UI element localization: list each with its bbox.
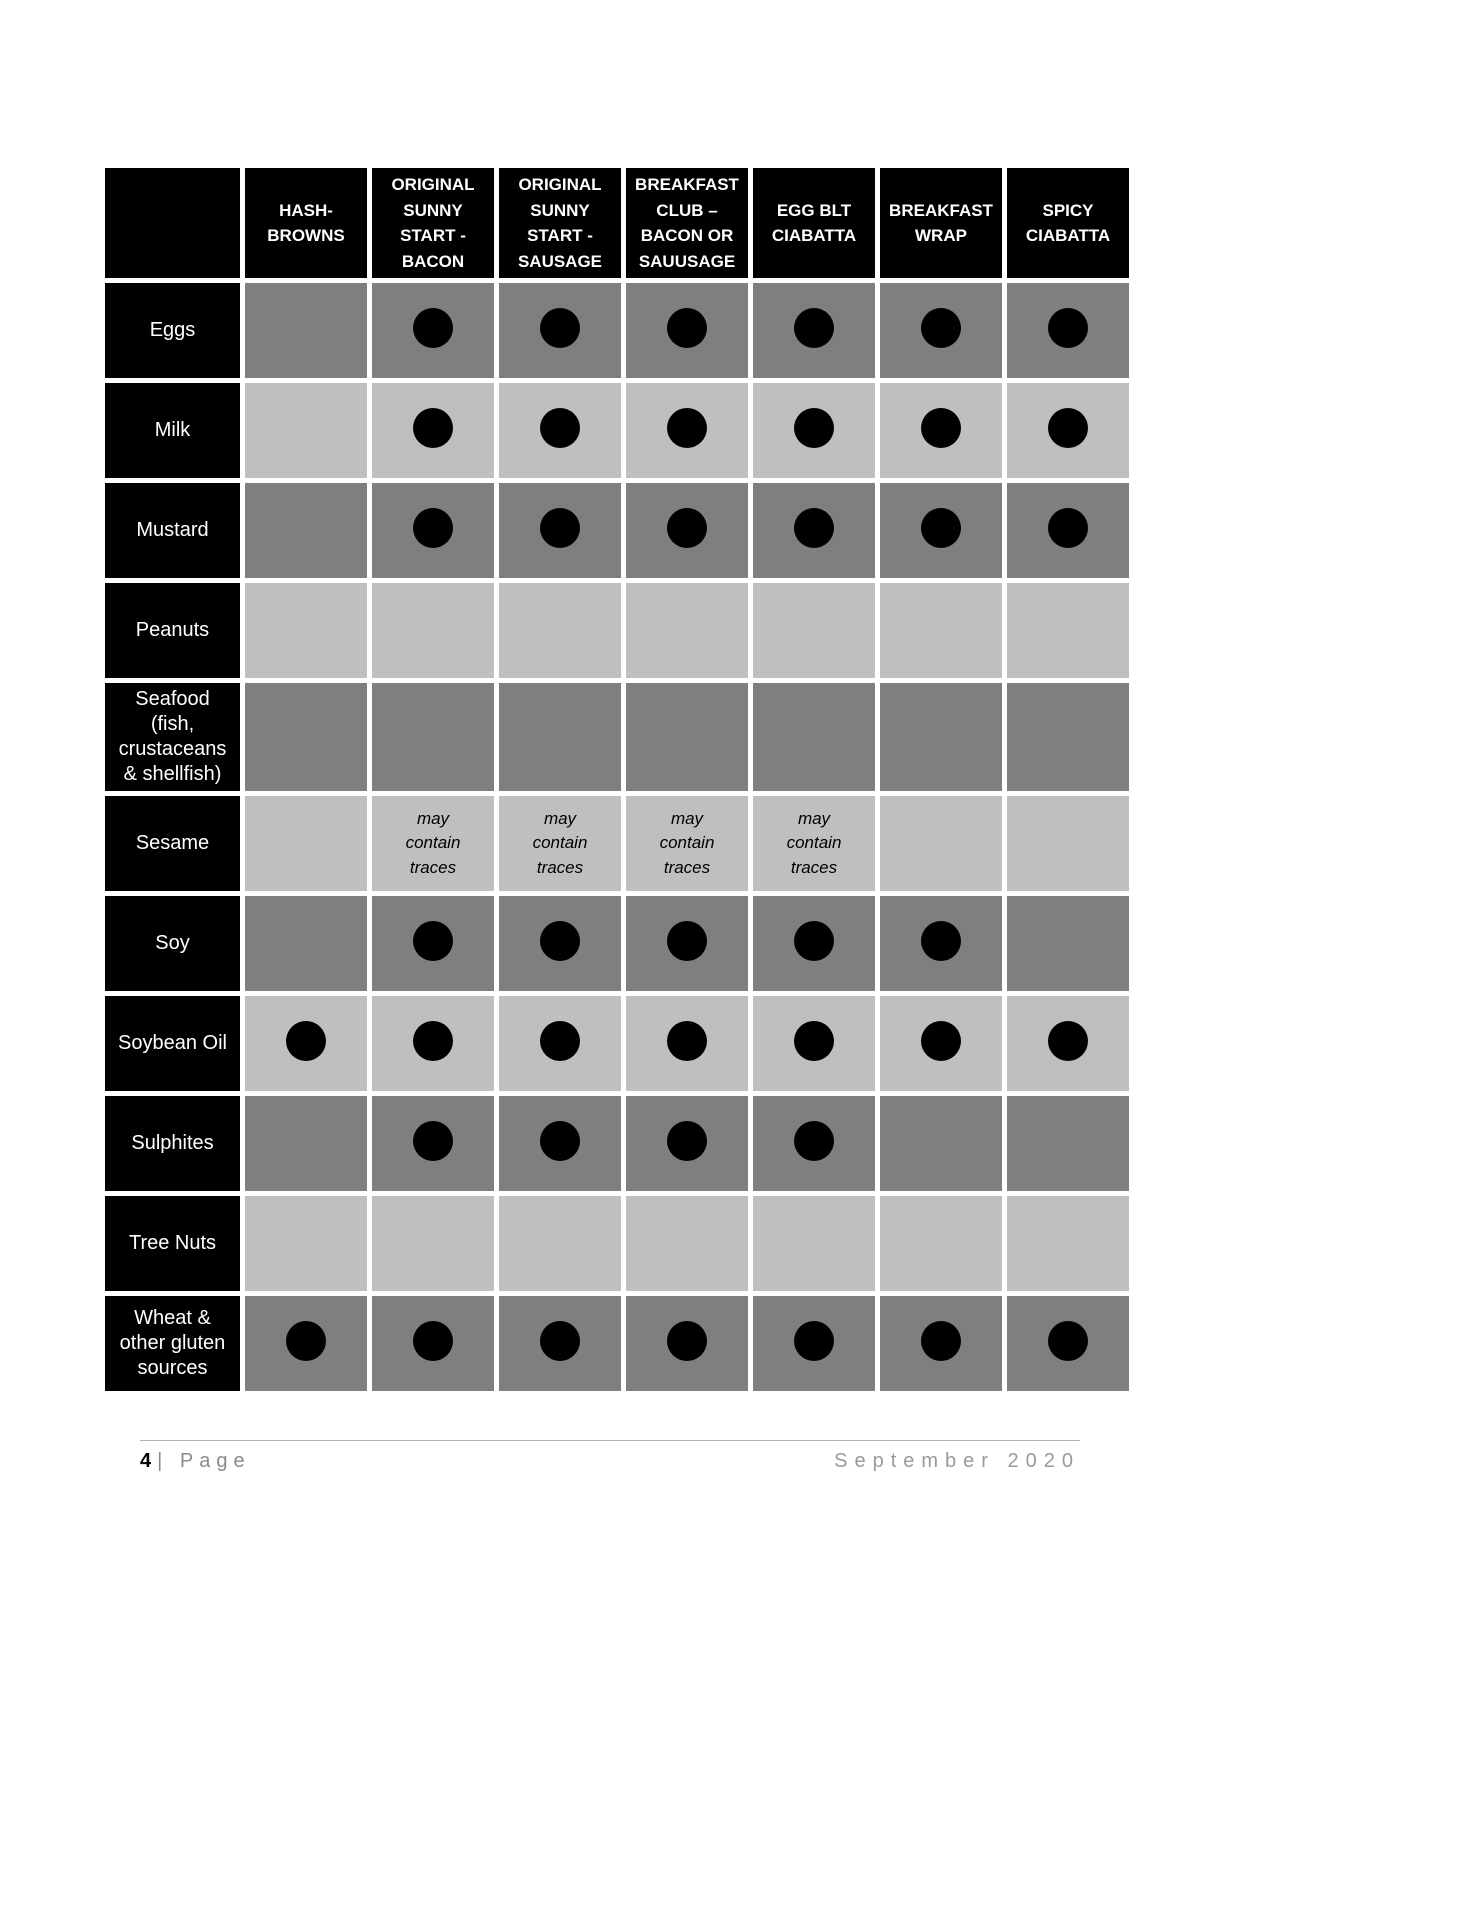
trace-note: may contain traces (405, 808, 461, 877)
allergen-cell (372, 583, 494, 678)
column-header: HASH-BROWNS (245, 168, 367, 278)
allergen-cell (499, 383, 621, 478)
allergen-dot-icon (667, 1321, 707, 1361)
row-label: Mustard (105, 483, 240, 578)
allergen-cell (626, 683, 748, 791)
allergen-cell (372, 283, 494, 378)
allergen-cell (753, 1296, 875, 1391)
allergen-cell (626, 1196, 748, 1291)
allergen-cell (880, 896, 1002, 991)
allergen-cell (1007, 283, 1129, 378)
allergen-dot-icon (540, 408, 580, 448)
allergen-cell (753, 896, 875, 991)
allergen-cell (372, 383, 494, 478)
allergen-cell (1007, 1096, 1129, 1191)
allergen-cell (753, 996, 875, 1091)
page-label: | Page (157, 1450, 251, 1472)
allergen-dot-icon (540, 921, 580, 961)
allergen-cell (245, 1096, 367, 1191)
allergen-matrix (100, 163, 1134, 1396)
allergen-dot-icon (413, 1321, 453, 1361)
allergen-dot-icon (667, 308, 707, 348)
allergen-dot-icon (540, 1321, 580, 1361)
allergen-cell (499, 583, 621, 678)
allergen-cell (626, 1096, 748, 1191)
allergen-cell (1007, 1296, 1129, 1391)
row-label: Milk (105, 383, 240, 478)
allergen-dot-icon (794, 1121, 834, 1161)
footer-divider (140, 1440, 1080, 1441)
allergen-cell (880, 583, 1002, 678)
allergen-cell (499, 796, 621, 891)
page-footer (140, 1440, 1080, 1473)
allergen-cell (1007, 796, 1129, 891)
allergen-dot-icon (1048, 1021, 1088, 1061)
row-label: Wheat & other gluten sources (105, 1296, 240, 1391)
allergen-cell (626, 283, 748, 378)
row-label: Sesame (105, 796, 240, 891)
allergen-cell (372, 896, 494, 991)
allergen-cell (245, 383, 367, 478)
allergen-dot-icon (667, 408, 707, 448)
allergen-cell (626, 996, 748, 1091)
allergen-cell (1007, 683, 1129, 791)
allergen-cell (245, 1196, 367, 1291)
allergen-cell (880, 383, 1002, 478)
allergen-dot-icon (794, 1321, 834, 1361)
footer-page-indicator (140, 1450, 251, 1473)
table-row (105, 796, 1129, 891)
allergen-dot-icon (794, 1021, 834, 1061)
allergen-cell (1007, 1196, 1129, 1291)
allergen-cell (880, 1296, 1002, 1391)
allergen-cell (753, 796, 875, 891)
allergen-dot-icon (540, 308, 580, 348)
allergen-cell (245, 1296, 367, 1391)
table-row (105, 896, 1129, 991)
allergen-cell (372, 683, 494, 791)
allergen-dot-icon (413, 508, 453, 548)
table-row (105, 283, 1129, 378)
table-row (105, 383, 1129, 478)
allergen-cell (1007, 896, 1129, 991)
allergen-dot-icon (540, 1021, 580, 1061)
allergen-dot-icon (667, 921, 707, 961)
allergen-cell (880, 683, 1002, 791)
page-number: 4 (140, 1450, 154, 1472)
row-label: Soybean Oil (105, 996, 240, 1091)
corner-cell (105, 168, 240, 278)
allergen-cell (753, 283, 875, 378)
allergen-cell (626, 796, 748, 891)
allergen-cell (372, 996, 494, 1091)
allergen-cell (1007, 383, 1129, 478)
column-header: ORIGINAL SUNNY START - BACON (372, 168, 494, 278)
allergen-cell (626, 383, 748, 478)
allergen-cell (626, 583, 748, 678)
allergen-cell (245, 996, 367, 1091)
allergen-cell (499, 896, 621, 991)
allergen-dot-icon (413, 408, 453, 448)
allergen-cell (880, 796, 1002, 891)
allergen-dot-icon (921, 508, 961, 548)
allergen-cell (1007, 483, 1129, 578)
allergen-dot-icon (794, 408, 834, 448)
allergen-cell (499, 1096, 621, 1191)
table-row (105, 996, 1129, 1091)
allergen-dot-icon (921, 1021, 961, 1061)
allergen-cell (626, 896, 748, 991)
allergen-cell (372, 1096, 494, 1191)
allergen-dot-icon (794, 921, 834, 961)
allergen-cell (245, 796, 367, 891)
row-label: Sulphites (105, 1096, 240, 1191)
table-row (105, 583, 1129, 678)
allergen-cell (499, 683, 621, 791)
table-row (105, 683, 1129, 791)
allergen-cell (753, 383, 875, 478)
trace-note: may contain traces (532, 808, 588, 877)
allergen-cell (499, 1196, 621, 1291)
table-row (105, 1196, 1129, 1291)
allergen-cell (880, 1096, 1002, 1191)
allergen-dot-icon (667, 1021, 707, 1061)
allergen-table (100, 163, 1134, 1396)
allergen-dot-icon (921, 308, 961, 348)
table-row (105, 1096, 1129, 1191)
allergen-cell (245, 896, 367, 991)
allergen-dot-icon (921, 1321, 961, 1361)
allergen-dot-icon (921, 408, 961, 448)
row-label: Soy (105, 896, 240, 991)
column-header: BREAKFAST WRAP (880, 168, 1002, 278)
allergen-cell (499, 283, 621, 378)
allergen-dot-icon (921, 921, 961, 961)
column-header: EGG BLT CIABATTA (753, 168, 875, 278)
allergen-dot-icon (1048, 408, 1088, 448)
allergen-cell (245, 683, 367, 791)
allergen-dot-icon (794, 308, 834, 348)
trace-note: may contain traces (659, 808, 715, 877)
allergen-cell (245, 283, 367, 378)
allergen-dot-icon (286, 1021, 326, 1061)
column-header: ORIGINAL SUNNY START - SAUSAGE (499, 168, 621, 278)
allergen-cell (880, 483, 1002, 578)
allergen-cell (753, 1196, 875, 1291)
allergen-dot-icon (286, 1321, 326, 1361)
column-header: SPICY CIABATTA (1007, 168, 1129, 278)
allergen-cell (372, 1296, 494, 1391)
allergen-cell (753, 483, 875, 578)
allergen-dot-icon (413, 308, 453, 348)
allergen-cell (245, 483, 367, 578)
row-label: Peanuts (105, 583, 240, 678)
allergen-dot-icon (540, 508, 580, 548)
allergen-dot-icon (540, 1121, 580, 1161)
row-label: Tree Nuts (105, 1196, 240, 1291)
row-label: Eggs (105, 283, 240, 378)
allergen-dot-icon (413, 1121, 453, 1161)
allergen-cell (880, 283, 1002, 378)
allergen-cell (1007, 583, 1129, 678)
allergen-cell (499, 1296, 621, 1391)
table-row (105, 1296, 1129, 1391)
header-row (105, 168, 1129, 278)
allergen-cell (753, 583, 875, 678)
allergen-cell (753, 683, 875, 791)
allergen-dot-icon (667, 508, 707, 548)
allergen-dot-icon (794, 508, 834, 548)
allergen-cell (372, 1196, 494, 1291)
allergen-dot-icon (413, 1021, 453, 1061)
footer-date: September 2020 (834, 1450, 1080, 1472)
allergen-cell (880, 996, 1002, 1091)
allergen-cell (1007, 996, 1129, 1091)
allergen-cell (626, 1296, 748, 1391)
allergen-cell (372, 483, 494, 578)
allergen-dot-icon (1048, 308, 1088, 348)
allergen-dot-icon (1048, 1321, 1088, 1361)
allergen-cell (880, 1196, 1002, 1291)
allergen-cell (753, 1096, 875, 1191)
allergen-cell (245, 583, 367, 678)
allergen-cell (626, 483, 748, 578)
trace-note: may contain traces (786, 808, 842, 877)
allergen-cell (499, 483, 621, 578)
allergen-dot-icon (1048, 508, 1088, 548)
allergen-cell (372, 796, 494, 891)
allergen-cell (499, 996, 621, 1091)
row-label: Seafood (fish, crustaceans & shellfish) (105, 683, 240, 791)
table-row (105, 483, 1129, 578)
column-header: BREAKFAST CLUB – BACON OR SAUUSAGE (626, 168, 748, 278)
allergen-dot-icon (667, 1121, 707, 1161)
allergen-dot-icon (413, 921, 453, 961)
